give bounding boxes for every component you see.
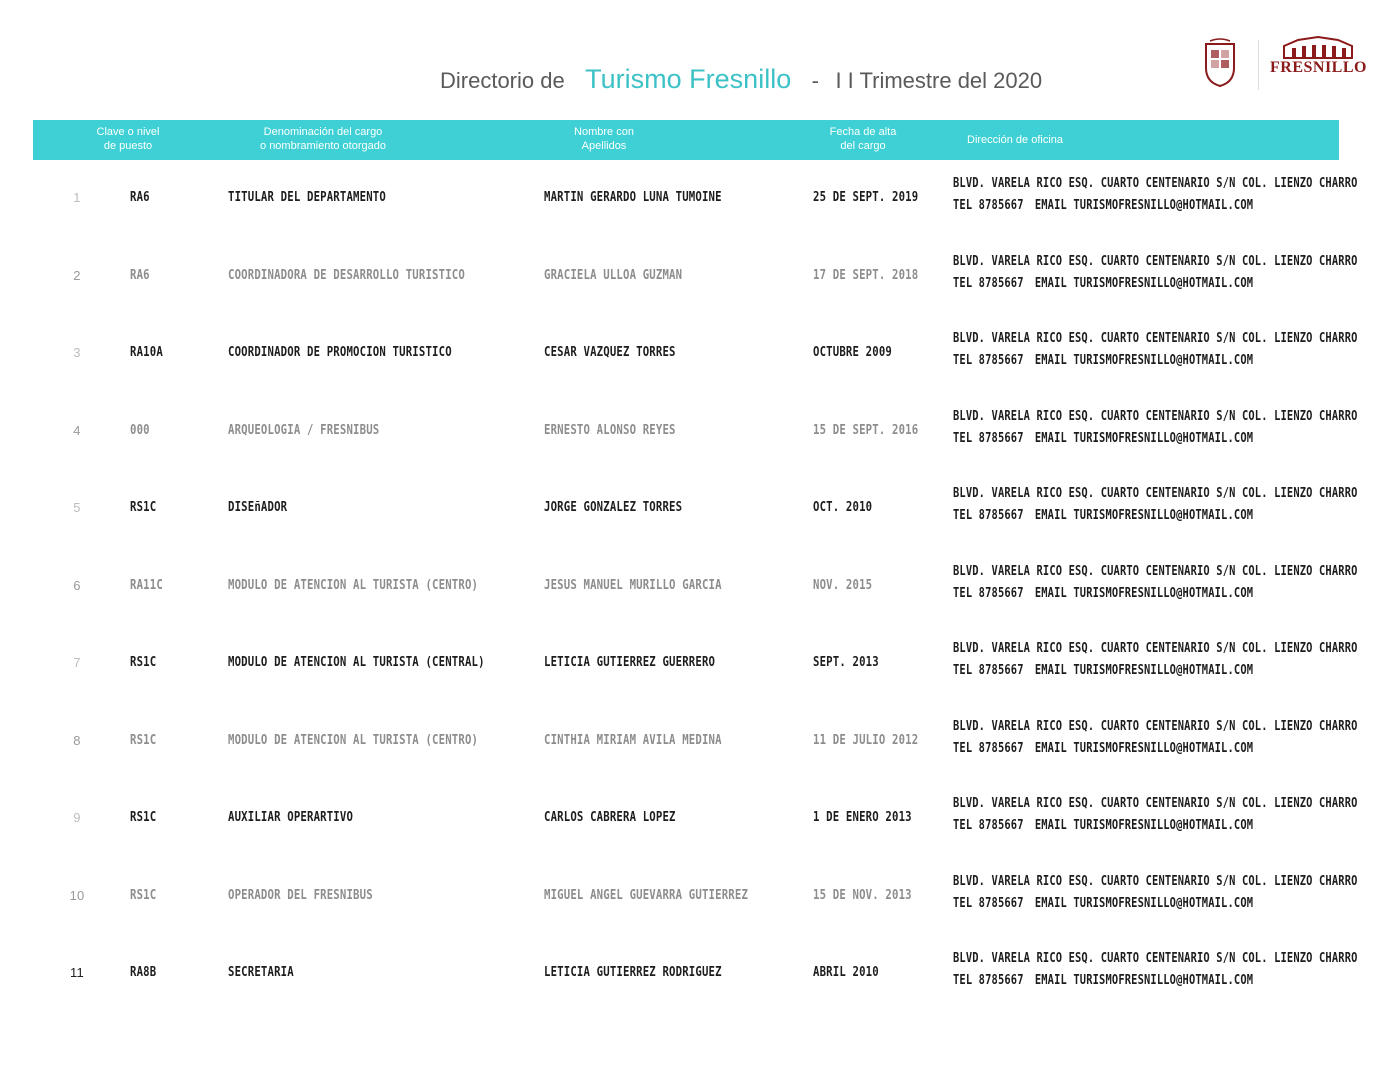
table-row bbox=[0, 625, 1400, 703]
address-email: EMAIL TURISMOFRESNILLO@HOTMAIL.COM bbox=[1034, 198, 1254, 213]
logos bbox=[1200, 36, 1370, 96]
row-fecha: 15 DE SEPT. 2016 bbox=[813, 422, 919, 438]
address-email: EMAIL TURISMOFRESNILLO@HOTMAIL.COM bbox=[1034, 275, 1254, 291]
title-prefix: Directorio de bbox=[440, 68, 565, 93]
row-address bbox=[953, 561, 1400, 605]
row-number: 3 bbox=[73, 345, 81, 360]
table-row bbox=[0, 393, 1400, 471]
row-nombre: MARTIN GERARDO LUNA TUMOINE bbox=[544, 190, 722, 205]
address-line: BLVD. VARELA RICO ESQ. CUARTO CENTENARIO S/N COL. LIENZO CHARRO bbox=[953, 641, 1358, 656]
contact-line bbox=[953, 273, 1358, 295]
contact-line bbox=[953, 583, 1358, 605]
address-line: BLVD. VARELA RICO ESQ. CUARTO CENTENARIO S/N COL. LIENZO CHARRO bbox=[953, 408, 1358, 424]
row-number: 1 bbox=[73, 190, 81, 205]
page-title bbox=[440, 64, 1140, 95]
row-nombre: JESUS MANUEL MURILLO GARCIA bbox=[544, 577, 722, 593]
row-clave: RA6 bbox=[130, 267, 150, 283]
row-clave: RS1C bbox=[130, 887, 157, 903]
row-nombre: LETICIA GUTIERREZ RODRIGUEZ bbox=[544, 965, 722, 980]
row-address bbox=[953, 948, 1400, 992]
address-email: EMAIL TURISMOFRESNILLO@HOTMAIL.COM bbox=[1034, 895, 1254, 911]
row-fecha: NOV. 2015 bbox=[813, 577, 873, 593]
row-nombre: JORGE GONZALEZ TORRES bbox=[544, 500, 683, 515]
address-email: EMAIL TURISMOFRESNILLO@HOTMAIL.COM bbox=[1034, 585, 1254, 601]
row-cargo: SECRETARIA bbox=[228, 965, 294, 980]
row-clave: RA6 bbox=[130, 190, 150, 205]
contact-line bbox=[953, 350, 1358, 372]
table-row bbox=[0, 315, 1400, 393]
contact-line bbox=[953, 660, 1358, 682]
row-number: 2 bbox=[73, 267, 81, 283]
address-line: BLVD. VARELA RICO ESQ. CUARTO CENTENARIO S/N COL. LIENZO CHARRO bbox=[953, 718, 1358, 734]
contact-line bbox=[953, 893, 1358, 915]
address-tel: TEL 8785667 bbox=[953, 198, 1024, 213]
row-address bbox=[953, 638, 1400, 682]
contact-line bbox=[953, 815, 1358, 837]
table-row bbox=[0, 470, 1400, 548]
table-header bbox=[33, 120, 1339, 160]
row-nombre: MIGUEL ANGEL GUEVARRA GUTIERREZ bbox=[544, 887, 749, 903]
address-email: EMAIL TURISMOFRESNILLO@HOTMAIL.COM bbox=[1034, 508, 1254, 523]
row-nombre: CARLOS CABRERA LOPEZ bbox=[544, 810, 676, 825]
address-line: BLVD. VARELA RICO ESQ. CUARTO CENTENARIO S/N COL. LIENZO CHARRO bbox=[953, 951, 1358, 966]
row-fecha: 17 DE SEPT. 2018 bbox=[813, 267, 919, 283]
row-address bbox=[953, 483, 1400, 527]
address-line: BLVD. VARELA RICO ESQ. CUARTO CENTENARIO S/N COL. LIENZO CHARRO bbox=[953, 796, 1358, 811]
address-tel: TEL 8785667 bbox=[953, 275, 1024, 291]
table-row bbox=[0, 238, 1400, 316]
row-nombre: CESAR VAZQUEZ TORRES bbox=[544, 345, 676, 360]
row-clave: RS1C bbox=[130, 500, 157, 515]
title-dash: - bbox=[811, 68, 819, 93]
row-fecha: 1 DE ENERO 2013 bbox=[813, 810, 912, 825]
address-tel: TEL 8785667 bbox=[953, 973, 1024, 988]
address-email: EMAIL TURISMOFRESNILLO@HOTMAIL.COM bbox=[1034, 740, 1254, 756]
address-tel: TEL 8785667 bbox=[953, 585, 1024, 601]
row-nombre: CINTHIA MIRIAM AVILA MEDINA bbox=[544, 732, 722, 748]
row-clave: RS1C bbox=[130, 732, 157, 748]
brand-name: FRESNILLO bbox=[1270, 59, 1367, 76]
row-cargo: MODULO DE ATENCION AL TURISTA (CENTRO) bbox=[228, 577, 479, 593]
address-tel: TEL 8785667 bbox=[953, 740, 1024, 756]
row-cargo: TITULAR DEL DEPARTAMENTO bbox=[228, 190, 386, 205]
header-clave: Clave o nivel de puesto bbox=[96, 126, 160, 152]
address-tel: TEL 8785667 bbox=[953, 508, 1024, 523]
header-direccion: Dirección de oficina bbox=[967, 134, 1063, 146]
header-fecha: Fecha de alta del cargo bbox=[829, 126, 897, 152]
contact-line bbox=[953, 970, 1358, 992]
row-cargo: MODULO DE ATENCION AL TURISTA (CENTRAL) bbox=[228, 655, 485, 670]
address-tel: TEL 8785667 bbox=[953, 353, 1024, 368]
title-suffix: I I Trimestre del 2020 bbox=[835, 68, 1043, 93]
contact-line bbox=[953, 428, 1358, 450]
contact-line bbox=[953, 738, 1358, 760]
header-nombre: Nombre con Apellidos bbox=[574, 126, 634, 152]
row-nombre: LETICIA GUTIERREZ GUERRERO bbox=[544, 655, 716, 670]
address-line: BLVD. VARELA RICO ESQ. CUARTO CENTENARIO S/N COL. LIENZO CHARRO bbox=[953, 486, 1358, 501]
row-number: 10 bbox=[69, 887, 85, 903]
address-line: BLVD. VARELA RICO ESQ. CUARTO CENTENARIO S/N COL. LIENZO CHARRO bbox=[953, 873, 1358, 889]
row-fecha: OCTUBRE 2009 bbox=[813, 345, 892, 360]
municipal-seal-icon bbox=[1200, 38, 1240, 90]
address-email: EMAIL TURISMOFRESNILLO@HOTMAIL.COM bbox=[1034, 353, 1254, 368]
row-address bbox=[953, 173, 1400, 217]
logo-divider bbox=[1258, 40, 1259, 90]
row-clave: RS1C bbox=[130, 655, 157, 670]
row-fecha: 11 DE JULIO 2012 bbox=[813, 732, 919, 748]
table-row bbox=[0, 548, 1400, 626]
address-email: EMAIL TURISMOFRESNILLO@HOTMAIL.COM bbox=[1034, 430, 1254, 446]
row-number: 7 bbox=[73, 655, 81, 670]
contact-line bbox=[953, 195, 1358, 217]
address-email: EMAIL TURISMOFRESNILLO@HOTMAIL.COM bbox=[1034, 663, 1254, 678]
row-number: 4 bbox=[73, 422, 81, 438]
address-email: EMAIL TURISMOFRESNILLO@HOTMAIL.COM bbox=[1034, 818, 1254, 833]
address-line: BLVD. VARELA RICO ESQ. CUARTO CENTENARIO S/N COL. LIENZO CHARRO bbox=[953, 176, 1358, 191]
table-row bbox=[0, 780, 1400, 858]
row-number: 5 bbox=[73, 500, 81, 515]
address-email: EMAIL TURISMOFRESNILLO@HOTMAIL.COM bbox=[1034, 973, 1254, 988]
row-number: 6 bbox=[73, 577, 81, 593]
row-cargo: DISEñADOR bbox=[228, 500, 288, 515]
address-tel: TEL 8785667 bbox=[953, 430, 1024, 446]
row-address bbox=[953, 251, 1400, 295]
row-cargo: MODULO DE ATENCION AL TURISTA (CENTRO) bbox=[228, 732, 479, 748]
row-cargo: OPERADOR DEL FRESNIBUS bbox=[228, 887, 373, 903]
row-fecha: SEPT. 2013 bbox=[813, 655, 879, 670]
row-number: 9 bbox=[73, 810, 81, 825]
address-tel: TEL 8785667 bbox=[953, 818, 1024, 833]
row-address bbox=[953, 716, 1400, 760]
row-address bbox=[953, 328, 1400, 372]
row-address bbox=[953, 406, 1400, 450]
table-row bbox=[0, 935, 1400, 1013]
address-line: BLVD. VARELA RICO ESQ. CUARTO CENTENARIO S/N COL. LIENZO CHARRO bbox=[953, 563, 1358, 579]
row-cargo: AUXILIAR OPERARTIVO bbox=[228, 810, 354, 825]
table-row bbox=[0, 703, 1400, 781]
contact-line bbox=[953, 505, 1358, 527]
row-fecha: 15 DE NOV. 2013 bbox=[813, 887, 912, 903]
address-line: BLVD. VARELA RICO ESQ. CUARTO CENTENARIO S/N COL. LIENZO CHARRO bbox=[953, 331, 1358, 346]
row-address bbox=[953, 793, 1400, 837]
row-fecha: 25 DE SEPT. 2019 bbox=[813, 190, 919, 205]
row-address bbox=[953, 871, 1400, 915]
address-tel: TEL 8785667 bbox=[953, 663, 1024, 678]
fresnillo-building-icon bbox=[1278, 36, 1358, 60]
row-clave: RA8B bbox=[130, 965, 157, 980]
table-row bbox=[0, 858, 1400, 936]
row-number: 8 bbox=[73, 732, 81, 748]
row-nombre: GRACIELA ULLOA GUZMAN bbox=[544, 267, 683, 283]
address-tel: TEL 8785667 bbox=[953, 895, 1024, 911]
row-cargo: COORDINADORA DE DESARROLLO TURISTICO bbox=[228, 267, 465, 283]
row-number: 11 bbox=[70, 965, 84, 980]
row-cargo: COORDINADOR DE PROMOCION TURISTICO bbox=[228, 345, 452, 360]
table-row bbox=[0, 160, 1400, 238]
row-fecha: OCT. 2010 bbox=[813, 500, 873, 515]
row-nombre: ERNESTO ALONSO REYES bbox=[544, 422, 676, 438]
row-clave: 000 bbox=[130, 422, 150, 438]
fresnillo-logo bbox=[1270, 36, 1366, 94]
row-fecha: ABRIL 2010 bbox=[813, 965, 879, 980]
row-clave: RA11C bbox=[130, 577, 163, 593]
header-cargo: Denominación del cargo o nombramiento otorgado bbox=[260, 126, 386, 152]
row-clave: RA10A bbox=[130, 345, 163, 360]
title-highlight: Turismo Fresnillo bbox=[585, 64, 792, 94]
address-line: BLVD. VARELA RICO ESQ. CUARTO CENTENARIO S/N COL. LIENZO CHARRO bbox=[953, 253, 1358, 269]
row-clave: RS1C bbox=[130, 810, 157, 825]
row-cargo: ARQUEOLOGIA / FRESNIBUS bbox=[228, 422, 380, 438]
